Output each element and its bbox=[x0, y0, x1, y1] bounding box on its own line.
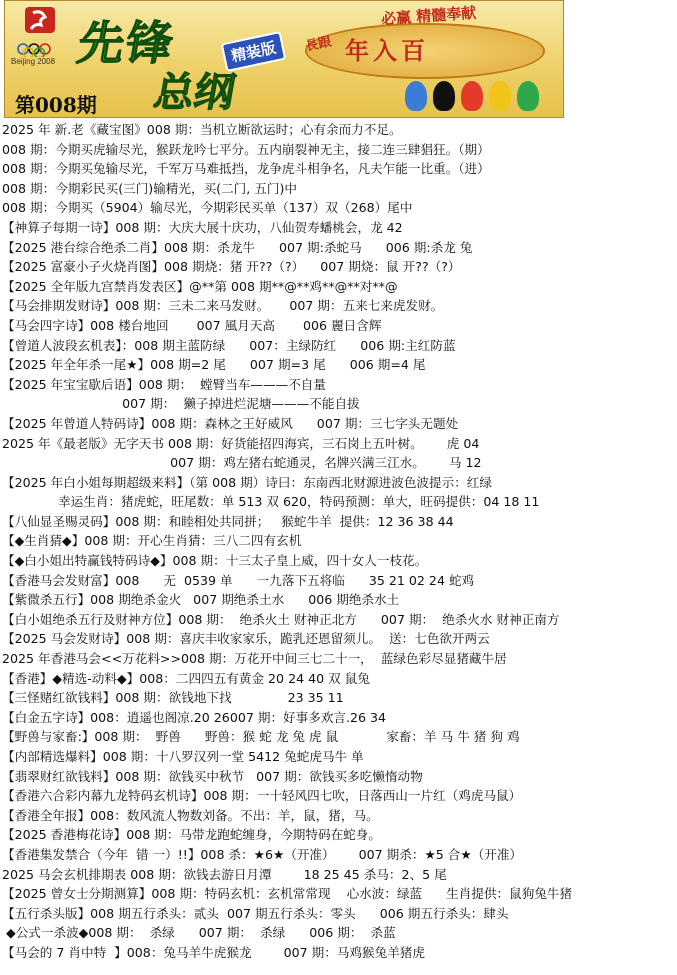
text-line: 【马会的 7 肖中特 】008：兔马羊牛虎猴龙 007 期：马鸡猴兔羊猪虎 bbox=[2, 944, 425, 960]
text-line: 【2025 曾女士分期测算】008 期：特码玄机：玄机常常现 心水波：绿蓝 生肖提供：鼠狗兔牛猪 bbox=[2, 886, 573, 902]
text-line: 【马会排期发财诗】008 期：三未二来马发财。 007 期：五来七来虎发财。 bbox=[2, 298, 444, 314]
issue-number: 第008期 bbox=[15, 93, 97, 117]
mascot-icon bbox=[433, 81, 455, 111]
text-line: 【香港六合彩内幕九龙特码玄机诗】008 期：一十轻风四七吹，日落西山一片红（鸡虎马鼠） bbox=[2, 788, 522, 804]
text-line: 【香港全年报】008：数风流人物数刘备。不出：羊，鼠，猪，马。 bbox=[2, 807, 379, 823]
text-line: 【五行杀头版】008 期五行杀头：贰头 007 期五行杀头：零头 006 期五行杀头：肆头 bbox=[2, 905, 509, 921]
header-banner bbox=[4, 0, 564, 118]
seal-text: 年入百 bbox=[345, 37, 429, 65]
text-line: 007 期： 獭子掉进烂泥塘———不能自拔 bbox=[2, 396, 360, 412]
edition-badge: 精装版 bbox=[221, 31, 287, 72]
text-line: ◆公式一杀波◆008 期： 杀绿 007 期： 杀绿 006 期： 杀蓝 bbox=[2, 925, 396, 941]
text-line: 【2025 年白小姐每期超级来料】（第 008 期）诗曰：东南西北财源进波色波提示：红绿 bbox=[2, 474, 492, 490]
text-line: 【野兽与家畜:】008 期： 野兽 野兽：猴 蛇 龙 兔 虎 鼠 家畜：羊 马 牛 猪 狗 鸡 bbox=[2, 729, 520, 745]
text-line: 【神算子每期一诗】008 期：大庆大展十庆功，八仙贺寿蟠桃会，龙 42 bbox=[2, 219, 403, 235]
follow-label: 長跟 bbox=[304, 34, 333, 55]
text-line: 【◆生肖猜◆】008 期：开心生肖猜：三八二四有玄机 bbox=[2, 533, 302, 549]
text-line: 【2025 年全年杀一尾★】008 期=2 尾 007 期=3 尾 006 期=4 尾 bbox=[2, 357, 426, 373]
beijing-2008-logo bbox=[11, 5, 69, 89]
text-line: 007 期：鸡左猪右蛇通灵，名牌兴满三江水。 马 12 bbox=[2, 455, 482, 471]
text-line: 【八仙显圣赐灵码】008 期：和睦相处共同拼； 猴蛇牛羊 提供：12 36 38 44 bbox=[2, 513, 454, 529]
text-line: 【白小姐绝杀五行及财神方位】008 期： 绝杀火土 财神正北方 007 期： 绝杀火水 财神正南方 bbox=[2, 611, 560, 627]
text-line: 【紫微杀五行】008 期绝杀金火 007 期绝杀土水 006 期绝杀水土 bbox=[2, 592, 400, 608]
text-line: 008 期：今期买（5904）输尽光，今期彩民买单（137）双（268）尾中 bbox=[2, 200, 413, 216]
olympic-caption: Beijing 2008 bbox=[11, 57, 56, 66]
banner-slogan: 必赢 精髓奉献 bbox=[380, 3, 477, 29]
text-line: 【马会四字诗】008 楼台地回 007 風月天高 006 麗日含辉 bbox=[2, 317, 382, 333]
mascot-icon bbox=[405, 81, 427, 111]
mascot-icon bbox=[461, 81, 483, 111]
text-line: 【曾道人波段玄机表】：008 期主蓝防绿 007：主绿防红 006 期:主红防蓝 bbox=[2, 337, 456, 353]
text-line: 【香港】◆精选-动料◆】008：二四四五有黄金 20 24 40 双 鼠兔 bbox=[2, 670, 370, 686]
text-line: 【白金五字诗】008：逍遥也阁凉.20 26007 期：好事多欢言.26 34 bbox=[2, 709, 387, 725]
text-line: 008 期：今期彩民买(三门)输精光，买(二门, 五门)中 bbox=[2, 180, 297, 196]
olympic-emblem-icon bbox=[11, 5, 69, 57]
text-line: 【2025 年曾道人特码诗】008 期：森林之王好威风 007 期：三七字头无题处 bbox=[2, 415, 459, 431]
text-line: 【翡翠财红欲钱料】008 期：欲钱买中秋节 007 期：欲钱买多吃懒惰动物 bbox=[2, 768, 423, 784]
text-line: 【香港集发禁合（今年 错 一）!!】008 杀：★6★（开准） 007 期杀：★5 合★（开准） bbox=[2, 846, 523, 862]
text-line: 2025 马会玄机排期表 008 期：欲钱去游日月潭 18 25 45 杀马：2、5 尾 bbox=[2, 866, 447, 882]
text-line: 【内部精选爆料】008 期：十八罗汉列一堂 5412 兔蛇虎马牛 单 bbox=[2, 749, 364, 764]
text-line: 【三怪赌红欲钱料】008 期：欲钱地下找 23 35 11 bbox=[2, 690, 344, 706]
banner-subtitle: 总纲 bbox=[150, 70, 239, 116]
text-line: 008 期：今期买虎输尽光，猴跃龙吟七平分。五内崩裂神无主，接二连三肆猖狂。（期） bbox=[2, 141, 490, 157]
mascot-figures bbox=[405, 81, 555, 115]
text-line: 【2025 全年版九宫禁肖发表区】@**第 008 期**@**鸡**@**对**@ bbox=[2, 278, 398, 294]
mascot-icon bbox=[489, 81, 511, 111]
text-line: 【◆白小姐出特赢钱特码诗◆】008 期：十三太子皇上威，四十女人一枝花。 bbox=[2, 553, 428, 569]
prediction-list bbox=[0, 118, 677, 963]
text-line: 2025 年 新.老《藏宝图》008 期：当机立断欲运时；心有余而力不足。 bbox=[2, 122, 402, 137]
text-line: 【香港马会发财富】008 无 0539 单 一九落下五将临 35 21 02 24 蛇鸡 bbox=[2, 572, 475, 588]
text-line: 【2025 香港梅花诗】008 期：马带龙跑蛇缠身，今期特码在蛇身。 bbox=[2, 827, 381, 843]
text-line: 【2025 港台综合绝杀二肖】008 期：杀龙牛 007 期:杀蛇马 006 期:杀龙 兔 bbox=[2, 239, 473, 255]
text-line: 【2025 年宝宝歇后语】008 期： 螳臂当车———不自量 bbox=[2, 376, 326, 392]
banner-title: 先锋 bbox=[73, 16, 180, 70]
text-line: 2025 年香港马会<<万花料>>008 期：万花开中间三七二十一， 蓝绿色彩尽显猪藏牛居 bbox=[2, 651, 507, 667]
mascot-icon bbox=[517, 81, 539, 111]
text-line: 【2025 马会发财诗】008 期：喜庆丰收家家乐，跪乳还恩留须儿。 送：七色欲开两云 bbox=[2, 631, 490, 647]
text-line: 【2025 富豪小子火烧肖图】008 期烧：猪 开??（?） 007 期烧：鼠 开??（?） bbox=[2, 259, 461, 275]
text-line: 幸运生肖：猪虎蛇，旺尾数：单 513 双 620，特码预测：单大，旺码提供：04 18 11 bbox=[2, 494, 540, 510]
text-line: 2025 年《最老版》无字天书 008 期：好货能招四海宾，三石岗上五叶树。 虎 04 bbox=[2, 435, 480, 451]
text-line: 008 期：今期买兔输尽光，千军万马难抵挡，龙争虎斗相争名，凡夫乍能一比重。（进） bbox=[2, 161, 490, 177]
